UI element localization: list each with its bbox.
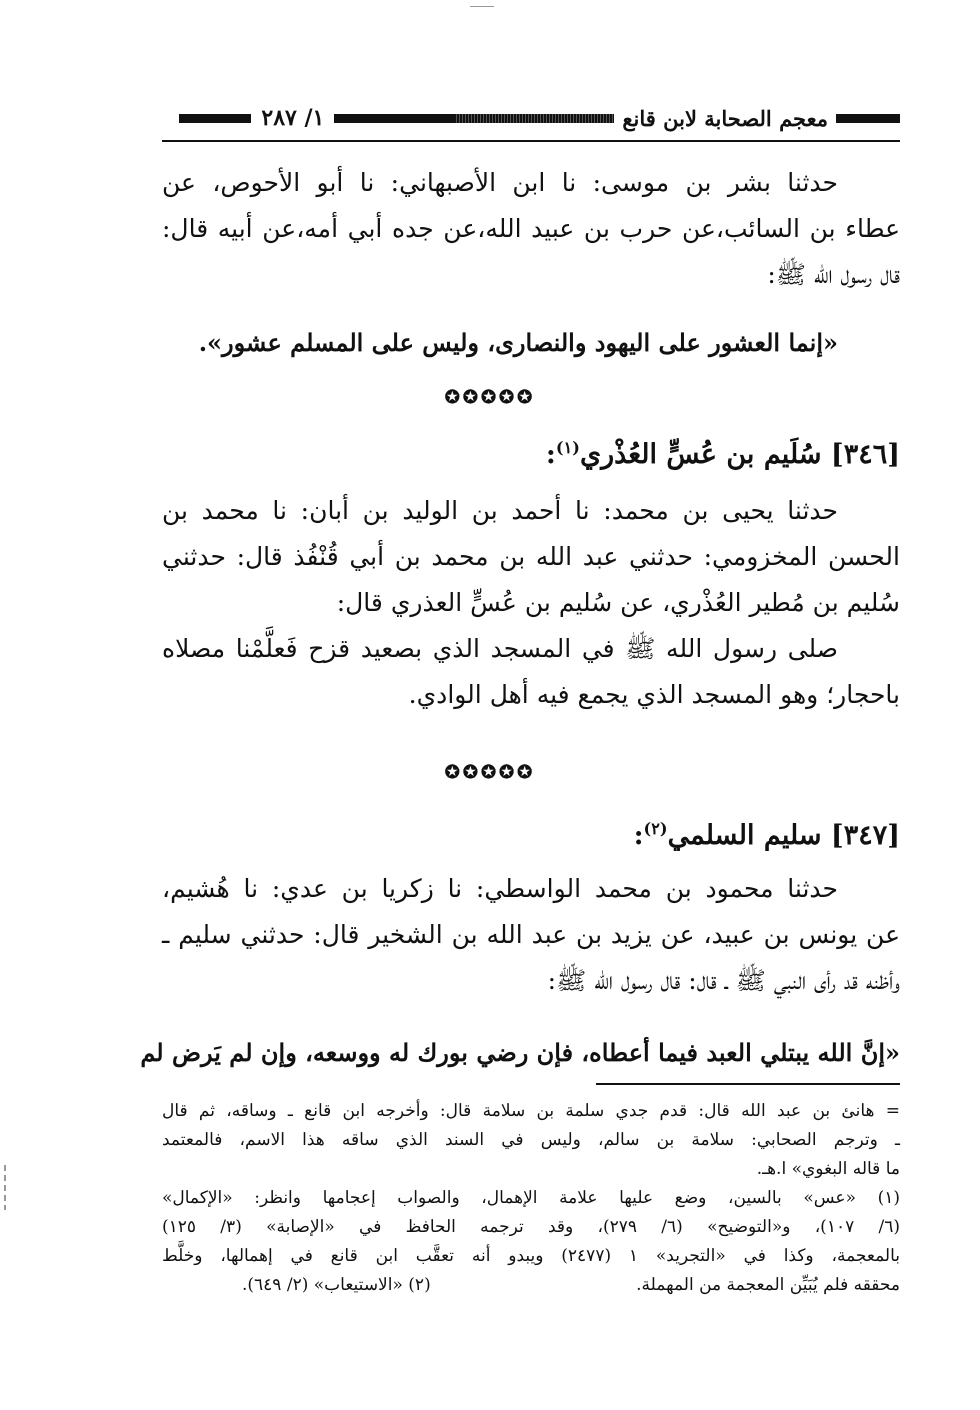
hadith-text: «إنما العشور على اليهود والنصارى، وليس على المسلم عشور».	[198, 328, 838, 357]
text-line: الحسن المخزومي: حدثني عبد الله بن محمد بن أبي قُنْفُذ قال: حدثني	[162, 542, 900, 571]
separator-stars: ✪✪✪✪✪	[444, 762, 536, 783]
entry-colon: :	[545, 439, 556, 470]
footnote-line: ما قاله البغوي» ا.هـ.	[756, 1159, 900, 1179]
text-line: باحجار؛ وهو المسجد الذي يجمع فيه أهل الوادي.	[408, 680, 900, 709]
entry-346-body	[162, 488, 900, 718]
text-line: حدثنا محمود بن محمد الواسطي: نا زكريا بن عدي: نا هُشيم،	[162, 874, 838, 903]
text-line: عن يونس بن عبيد، عن يزيد بن عبد الله بن الشخير قال: حدثني سليم ـ	[162, 920, 900, 949]
entry-347-body	[162, 866, 900, 1004]
footnote-1-end: محققه فلم يُبَيِّن المعجمة من المهملة.	[636, 1275, 900, 1295]
separator-stars: ✪✪✪✪✪	[444, 387, 536, 408]
top-mark	[470, 6, 494, 7]
header-title: معجم الصحابة لابن قانع	[622, 105, 828, 131]
hadith-b	[140, 1030, 900, 1076]
text-line: حدثنا بشر بن موسى: نا ابن الأصبهاني: نا أبو الأحوص، عن	[162, 168, 838, 197]
header-bar-middle	[334, 114, 454, 123]
footnote-line: (٦/ ١٠٧)، و«التوضيح» (٦/ ٢٧٩)، وقد ترجمه الحافظ في «الإصابة» (٣/ ١٢٥)	[162, 1217, 900, 1237]
footnote-line: ـ وترجم الصحابي: سلامة بن سالم، وليس في السند الذي ساقه هذا الاسم، فالمعتمد	[162, 1130, 900, 1150]
footnote-line: بالمعجمة، وكذا في «التجريد» ١ (٢٤٧٧) ويبدو أنه تعقَّب ابن قانع في إهمالها، وخلَّط	[162, 1246, 900, 1266]
footnotes	[162, 1097, 900, 1300]
text-line: سُليم بن مُطير العُذْري، عن سُليم بن عُسٍّ العذري قال:	[336, 588, 900, 617]
text-line: عطاء بن السائب،عن حرب بن عبيد الله،عن جده أبي أمه،عن أبيه قال:	[162, 214, 900, 243]
footnote-rule	[596, 1083, 900, 1085]
text-line: وأظنه قد رأى النبي ﷺ ـ قال: قال رسول الله ﷺ:	[547, 966, 900, 995]
entry-title: [٣٤٦] سُلَيم بن عُسٍّ العُذْري	[579, 439, 900, 470]
footnote-line: = هانئ بن عبد الله قال: قدم جدي سلمة بن سلامة قال: وأخرجه ابن قانع ـ وساقه، ثم قال	[162, 1101, 900, 1121]
header-page-number: ١/ ٢٨٧	[261, 105, 325, 131]
entry-347	[162, 806, 900, 852]
hadith-text: «إنَّ الله يبتلي العبد فيما أعطاه، فإن رضي بورك له ووسعه، وإن لم يَرض لم	[140, 1038, 900, 1067]
hadith-a	[162, 320, 900, 366]
entry-346	[162, 425, 900, 471]
text-line: حدثنا يحيى بن محمد: نا أحمد بن الوليد بن أبان: نا محمد بن	[162, 496, 838, 525]
text-line: صلى رسول الله ﷺ في المسجد الذي بصعيد قزح فَعلَّمْنا مصلاه	[162, 634, 838, 663]
footnote-ref: (١)	[555, 438, 580, 457]
entry-title: [٣٤٧] سليم السلمي	[667, 820, 900, 851]
entry-heading	[162, 425, 900, 471]
header-bar-left	[179, 114, 251, 123]
footnote-line-last	[162, 1271, 900, 1300]
running-header	[160, 100, 900, 136]
header-bar-right	[836, 114, 900, 123]
footnote-2: (٢) «الاستيعاب» (٢/ ٦٤٩).	[242, 1275, 431, 1295]
footnote-ref: (٢)	[643, 819, 668, 838]
entry-colon: :	[633, 820, 644, 851]
scan-margin-marks	[4, 1165, 6, 1210]
footnote-line: (١) «عس» بالسين، وضع عليها علامة الإهمال، والصواب إعجامها وانظر: «الإكمال»	[162, 1188, 900, 1208]
text-line: قال رسول الله ﷺ:	[767, 260, 900, 289]
header-bar-hatched	[454, 114, 614, 123]
header-rule	[162, 140, 900, 142]
section-a	[162, 160, 900, 298]
entry-heading	[162, 806, 900, 852]
